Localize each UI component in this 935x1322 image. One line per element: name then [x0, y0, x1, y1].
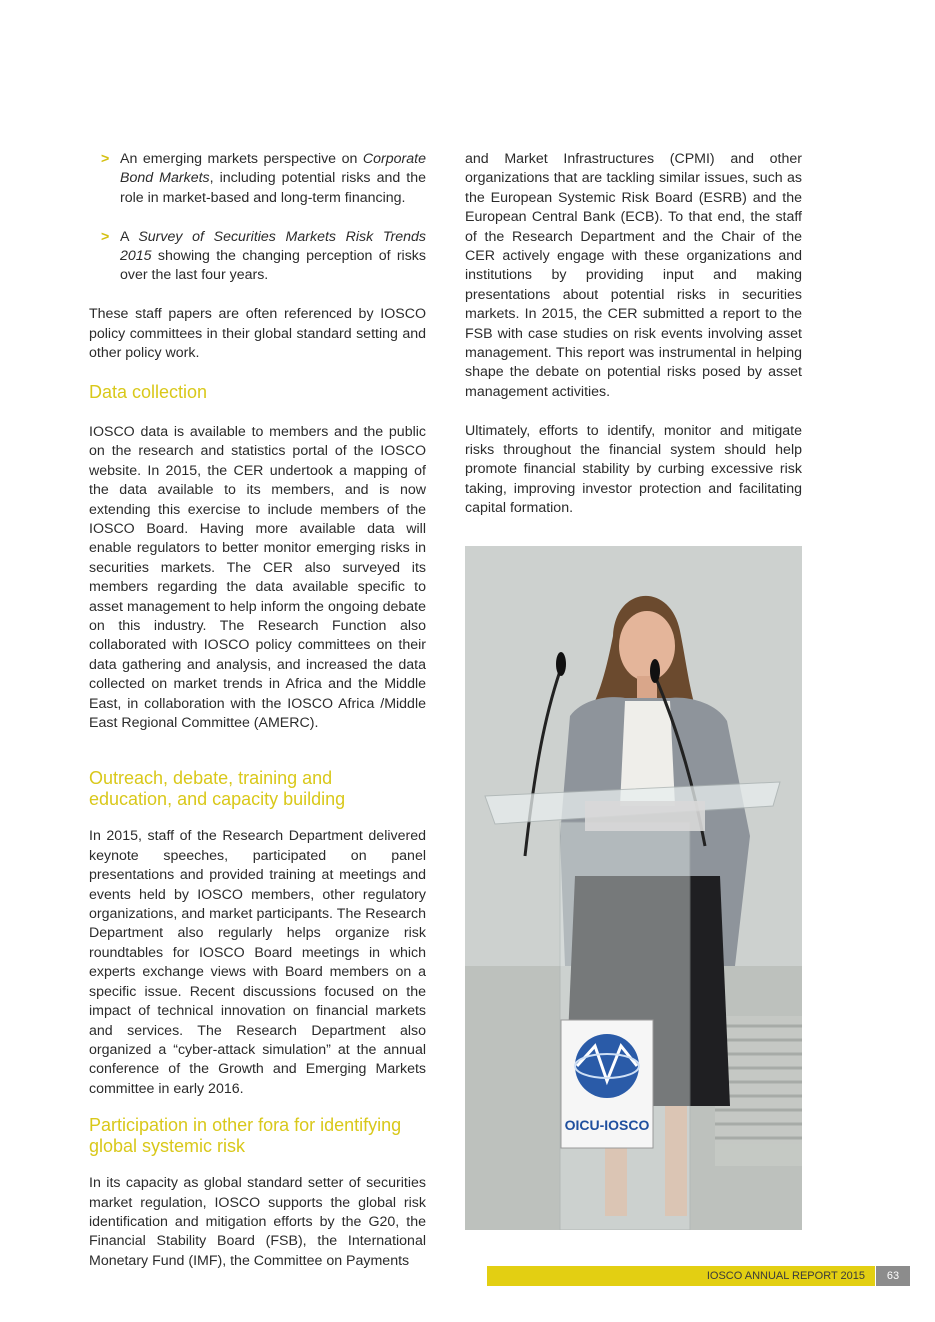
- speaker-photo: [465, 546, 802, 1230]
- left-column: [89, 150, 426, 1271]
- right-paragraph-2: Ultimately, efforts to identify, monitor and mitigate risks throughout the financial system should help promote financial stability by curbing excessive risk taking, improving investor protection and facilitating capital formation.: [465, 422, 802, 517]
- bullet-text: A: [120, 228, 139, 245]
- right-paragraph-1: and Market Infrastructures (CPMI) and other organizations that are tackling similar issues, such as the European Systemic Risk Board (ESRB) and the European Central Bank (ECB). To that end, the staff of the Research Department and the Chair of the CER actively engage with these organizations and institutions by providing input and making presentations about potential risks in securities markets. In 2015, the CER submitted a report to the FSB with case studies on risk events involving asset management. This report was instrumental in helping shape the debate on potential risks posed by asset management activities.: [465, 151, 802, 400]
- bullet-italic-title: Corporate Bond Markets: [120, 151, 426, 187]
- heading-line: Participation in other fora for identifying: [89, 1115, 402, 1136]
- heading-line: global systemic risk: [89, 1135, 246, 1156]
- data-collection-paragraph: IOSCO data is available to members and the public on the research and statistics portal of the IOSCO website. In 2015, the CER undertook a mapping of the data available to its members, and is now extending this exercise to include members of the IOSCO Board. Having more available data will enable regulators to better monitor emerging risks in securities markets. The CER also surveyed its members regarding the data available specific to asset management to help inform the ongoing debate on this industry. The Research Function also collaborated with IOSCO policy committees on their data gathering and analysis, and increased the data collected on market trends in Africa and the Middle East, in collaboration with the IOSCO Africa /Middle East Regional Committee (AMERC).: [89, 423, 426, 732]
- participation-paragraph: In its capacity as global standard setter of securities market regulation, IOSCO supports the global risk identification and mitigation efforts by the G20, the Financial Stability Board (FSB), the International Monetary Fund (IMF), the Committee on Payments: [89, 1175, 426, 1269]
- footer-report-title: IOSCO ANNUAL REPORT 2015: [487, 1266, 875, 1286]
- page-number: 63: [876, 1266, 910, 1286]
- logo-text: OICU-IOSCO: [564, 1117, 650, 1133]
- heading-line: Outreach, debate, training and: [89, 768, 333, 789]
- bullet-italic-title: Survey of Securities Markets Risk Trends 2015: [120, 228, 426, 265]
- speaker-photo-illustration: [465, 546, 802, 1230]
- bullet-marker: >: [101, 151, 110, 167]
- heading-line: education, and capacity building: [89, 788, 346, 809]
- bullet-text: , including potential risks and the role in market-based and long-term financing.: [120, 170, 427, 206]
- outreach-paragraph: In 2015, staff of the Research Department delivered keynote speeches, participated on panel presentations and provided training at meetings and events held by IOSCO members, other regulatory organizations, and market participants. The Research Department also regularly helps organize risk roundtables for IOSCO Board meetings in which experts exchange views with Board members on a specific issue. Recent discussions focused on the impact of technical innovation on financial markets and services. The Research Department also organized a “cyber-attack simulation” at the annual conference of the Growth and Emerging Markets committee in early 2016.: [89, 828, 426, 1097]
- section-heading-data-collection: Data collection: [89, 382, 208, 403]
- bullet-item: [89, 228, 426, 286]
- intro-paragraph: These staff papers are often referenced by IOSCO policy committees in their global standard setting and other policy work.: [89, 306, 426, 362]
- bullet-marker: >: [101, 228, 110, 245]
- bullet-text: An emerging markets perspective on: [120, 151, 363, 167]
- bullet-item: [89, 150, 426, 208]
- right-column: [465, 150, 802, 519]
- section-heading-outreach: [89, 768, 426, 809]
- section-heading-participation: [89, 1115, 426, 1156]
- bullet-text: showing the changing perception of risks over the last four years.: [120, 248, 426, 284]
